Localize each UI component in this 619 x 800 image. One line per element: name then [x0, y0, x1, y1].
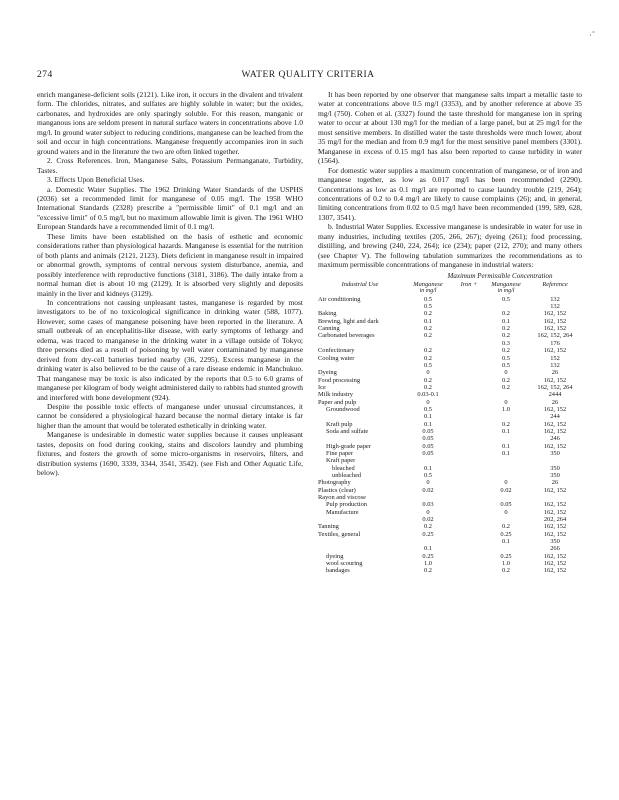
industrial-use-cell: Canning [318, 325, 340, 333]
iron-manganese-cell: 0 [504, 508, 508, 516]
iron-manganese-cell: 0.5 [502, 295, 510, 303]
unit-label [454, 288, 484, 295]
manganese-cell [402, 494, 454, 501]
manganese-cell [402, 340, 454, 347]
iron-cell [454, 457, 484, 464]
unit-label [318, 288, 402, 295]
iron-cell [454, 560, 484, 567]
iron-cell [454, 516, 484, 523]
manganese-cell [402, 457, 454, 464]
paragraph: Despite the possible toxic effects of manganese under unusual circumstances, it cannot be considered a physiological hazard because the normal dietary intake is far higher than the amount that would be tolerated esthetically in drinking water. [37, 401, 303, 430]
column-header: Manganese [413, 281, 443, 289]
reference-cell: 246 [550, 435, 560, 443]
industrial-use-cell: dyeing [326, 552, 344, 560]
iron-manganese-cell: 0.5 [502, 361, 510, 369]
manganese-cell: 0 [426, 479, 430, 487]
iron-cell [454, 318, 484, 325]
iron-cell [454, 377, 484, 384]
table-row [318, 450, 582, 457]
iron-cell [454, 391, 484, 398]
table-row [318, 355, 582, 362]
industrial-use-cell: Air conditioning [318, 295, 361, 303]
iron-manganese-cell [484, 494, 528, 501]
industrial-use-cell: Textiles, general [318, 530, 361, 538]
reference-cell: 162, 152 [543, 376, 567, 384]
manganese-cell: 0.1 [424, 420, 432, 428]
reference-cell: 162, 152 [543, 567, 567, 575]
table-row [318, 325, 582, 332]
reference-cell: 350 [550, 538, 560, 546]
iron-manganese-cell: 0.2 [502, 347, 510, 355]
industrial-use-cell [318, 340, 402, 347]
paragraph: enrich manganese-deficient soils (2121). Like iron, it occurs in the divalent and trivalent form. The chlorides, nitrates, and sulfates are highly soluble in water; but the oxides, carbonates, and hydroxides are only sparingly soluble. For this reason, manganic or manganous ions are seldom present in natural surface waters in concentrations above 1.0 mg/l. In ground water subject to reducing conditions, manganese can be leached from the soil and occur in high concentrations. Manganese frequently accompanies iron in such ground waters and in the literature the two are often linked together. [37, 90, 303, 156]
industrial-use-cell: Photography [318, 479, 351, 487]
manganese-cell: 0.2 [424, 523, 432, 531]
unit-label [528, 288, 582, 295]
table-row [318, 545, 582, 552]
table-row [318, 303, 582, 310]
table-row [318, 369, 582, 376]
industrial-use-cell [318, 516, 402, 523]
reference-cell: 162, 152 [543, 501, 567, 509]
reference-cell: 162, 152 [543, 310, 567, 318]
table-row [318, 457, 582, 464]
reference-cell: 162, 152 [543, 325, 567, 333]
table-row [318, 523, 582, 530]
manganese-cell: 0.2 [424, 325, 432, 333]
right-column [318, 90, 582, 575]
table-row [318, 465, 582, 472]
table-row [318, 479, 582, 486]
reference-cell: 162, 152 [543, 442, 567, 450]
reference-cell: 162, 152 [543, 427, 567, 435]
table-row [318, 472, 582, 479]
manganese-cell: 0.05 [422, 435, 434, 443]
manganese-cell: 0 [426, 369, 430, 377]
table-row [318, 384, 582, 391]
column-header: Iron + [460, 281, 478, 289]
iron-manganese-cell: 0.2 [502, 332, 510, 340]
iron-cell [454, 399, 484, 406]
reference-cell: 350 [550, 464, 560, 472]
manganese-cell: 0.5 [424, 405, 432, 413]
table-row [318, 443, 582, 450]
iron-manganese-cell: 0.1 [502, 442, 510, 450]
iron-cell [454, 501, 484, 508]
table-row [318, 501, 582, 508]
paragraph: These limits have been established on the basis of esthetic and economic considerations rather than physiological hazards. Manganese is essential for the nutrition of both plants and animals (2121, 2123). Diets deficient in manganese result in impaired or abnormal growth, symptoms of central nervous system disturbance, anemia, and possibly interference with reproductive functions (3181, 3186). The daily intake from a normal human diet is about 10 mg (2129). It is absorbed very slightly and deposits mainly in the liver and kidneys (3129). [37, 231, 303, 298]
paragraph: 3. Effects Upon Beneficial Uses. [47, 175, 145, 185]
iron-cell [454, 553, 484, 560]
reference-cell: 132 [550, 361, 560, 369]
reference-cell: 162, 152 [543, 508, 567, 516]
iron-manganese-cell [484, 516, 528, 523]
reference-cell: 26 [551, 369, 559, 377]
manganese-cell: 1.0 [424, 560, 432, 568]
industrial-use-cell: unbleached [332, 472, 362, 479]
manganese-cell: 0.1 [424, 413, 432, 421]
manganese-cell: 0.5 [424, 303, 432, 311]
industrial-use-cell [318, 303, 402, 310]
manganese-cell: 0.1 [424, 464, 432, 472]
table-row [318, 531, 582, 538]
manganese-cell: 0.25 [422, 552, 434, 560]
reference-cell: 162, 152 [543, 552, 567, 560]
reference-cell: 26 [551, 479, 559, 487]
reference-cell: 162, 152 [543, 317, 567, 325]
reference-cell: 162, 152 [543, 486, 567, 494]
paragraph: 2. Cross References. Iron, Manganese Salts, Potassium Permanganate, Turbidity, Tastes. [37, 156, 303, 175]
table-row [318, 296, 582, 303]
iron-cell [454, 325, 484, 332]
industrial-use-cell: wool scouring [326, 560, 363, 568]
table-row [318, 332, 582, 339]
iron-manganese-cell: 0.2 [502, 420, 510, 428]
manganese-cell: 0.2 [424, 567, 432, 575]
table-row [318, 310, 582, 317]
iron-cell [454, 362, 484, 369]
iron-cell [454, 523, 484, 530]
industrial-use-cell: Manufacture [326, 508, 359, 516]
reference-cell: 162, 152 [543, 523, 567, 531]
iron-cell [454, 369, 484, 376]
iron-manganese-cell: 0.2 [502, 383, 510, 391]
manganese-cell: 0.2 [424, 376, 432, 384]
paragraph: For domestic water supplies a maximum concentration of manganese, or of iron and manganese together, as low as 0.017 mg/l has been recommended (2290). Concentrations as low as 0.1 mg/l are reported to cause laundry trouble (219, 264); concentrations of 0.2 to 0.4 mg/l are likely to cause complaints (26); and, in general, limiting concentrations from 0.02 to 0.5 mg/l have been recommended (199, 589, 628, 1307, 3541). [318, 165, 582, 222]
iron-manganese-cell: 0.2 [502, 325, 510, 333]
industrial-use-cell: Plastics (clear) [318, 486, 356, 494]
iron-cell [454, 538, 484, 545]
industrial-use-cell: Paper and pulp [318, 398, 357, 406]
industrial-use-cell: Dyeing [318, 369, 337, 377]
iron-cell [454, 567, 484, 574]
iron-manganese-cell: 0.2 [502, 376, 510, 384]
industrial-use-cell: Brewing, light and dark [318, 317, 379, 325]
manganese-cell: 0.03-0.1 [417, 391, 439, 399]
iron-manganese-cell [484, 545, 528, 552]
left-column [37, 90, 303, 478]
manganese-cell: 0 [426, 508, 430, 516]
running-title: WATER QUALITY CRITERIA [241, 70, 375, 80]
iron-cell [454, 443, 484, 450]
reference-cell: 26 [551, 398, 559, 406]
manganese-cell: 0.05 [422, 442, 434, 450]
reference-cell: 152 [550, 354, 560, 362]
table-row [318, 413, 582, 420]
iron-manganese-cell [484, 472, 528, 479]
table-row [318, 340, 582, 347]
iron-manganese-cell [484, 457, 528, 464]
iron-manganese-cell: 0.5 [502, 354, 510, 362]
iron-cell [454, 531, 484, 538]
manganese-cell: 0.5 [424, 472, 432, 479]
iron-cell [454, 450, 484, 457]
iron-manganese-cell: 0.2 [502, 523, 510, 531]
table-row [318, 421, 582, 428]
reference-cell: 350 [550, 449, 560, 457]
iron-manganese-cell: 0.02 [500, 486, 512, 494]
iron-cell [454, 347, 484, 354]
reference-cell: 162, 152, 264 [537, 332, 573, 340]
table-row [318, 406, 582, 413]
iron-cell [454, 310, 484, 317]
column-header: Industrial Use [341, 281, 379, 289]
reference-cell: 350 [550, 472, 560, 479]
industrial-use-cell: Rayon and viscose [318, 494, 366, 502]
right-column-text [318, 90, 582, 270]
table-row [318, 391, 582, 398]
iron-cell [454, 340, 484, 347]
industrial-use-cell: bandages [326, 567, 350, 575]
iron-cell [454, 435, 484, 442]
table-row [318, 560, 582, 567]
concentration-table [318, 281, 582, 575]
industrial-use-cell [318, 538, 402, 545]
table-row [318, 318, 582, 325]
paragraph: It has been reported by one observer that manganese salts impart a metallic taste to water at concentrations above 0.5 mg/l (3353), and by another reference at above 35 mg/l (750). Cohen et al. (3327) found the taste threshold for manganese ion in spring water to occur at about 130 mg/l for the median of a large panel, but at 25 mg/l for the most sensitive members. In distilled water the taste thresholds were much lower, about 35 mg/l for the median and from 0.9 mg/l for the most sensitive panel members (3301). Manganese in excess of 0.15 mg/l has also been reported to cause turbidity in water (1564). [318, 90, 582, 166]
iron-manganese-cell: 1.0 [502, 405, 510, 413]
table-row [318, 538, 582, 545]
iron-cell [454, 472, 484, 479]
iron-manganese-cell: 1.0 [502, 560, 510, 568]
iron-manganese-cell [484, 391, 528, 398]
iron-manganese-cell: 0 [504, 479, 508, 487]
industrial-use-cell [318, 362, 402, 369]
manganese-cell: 0.1 [424, 317, 432, 325]
paragraph: Manganese is undesirable in domestic water supplies because it causes unpleasant tastes, deposits on food during cooking, stains and discolors laundry and plumbing fixtures, and fosters the growth of some micro-organisms in reservoirs, filters, and distribution systems (1690, 3339, 3344, 3541, 3542). (see Fish and Other Aquatic Life, below). [37, 430, 303, 478]
iron-cell [454, 413, 484, 420]
column-header: Manganese [491, 281, 521, 289]
iron-manganese-cell: 0.25 [500, 552, 512, 560]
iron-cell [454, 355, 484, 362]
table-row [318, 509, 582, 516]
reference-cell: 132 [550, 295, 560, 303]
table-row [318, 553, 582, 560]
iron-manganese-cell: 0.3 [502, 339, 510, 347]
table-row [318, 362, 582, 369]
manganese-cell: 0.02 [422, 486, 434, 494]
iron-manganese-cell: 0.2 [502, 310, 510, 318]
manganese-cell: 0.25 [422, 530, 434, 538]
reference-cell: 162, 152 [543, 405, 567, 413]
iron-cell [454, 494, 484, 501]
reference-cell: 2444 [548, 391, 562, 399]
table-row [318, 567, 582, 574]
table-row [318, 347, 582, 354]
iron-manganese-cell: 0.1 [502, 427, 510, 435]
iron-cell [454, 487, 484, 494]
industrial-use-cell: Fine paper [326, 449, 354, 457]
iron-manganese-cell: 0.1 [502, 317, 510, 325]
iron-manganese-cell: 0 [504, 369, 508, 377]
iron-cell [454, 509, 484, 516]
table-row [318, 428, 582, 435]
iron-cell [454, 384, 484, 391]
paragraph: In concentrations not causing unpleasant tastes, manganese is regarded by most investigators to be of no toxicological significance in drinking water (588, 1077). However, some cases of manganese poisoning have been reported in the literature. A small outbreak of an encephalitis-like disease, with early symptoms of lethargy and edema, was traced to manganese in the drinking water in a village outside of Tokyo; three persons died as a result of poisoning by well water contaminated by manganese derived from dry-cell batteries buried nearby (36, 2295). Excess manganese in the drinking water is also believed to be the cause of a rare disease endemic in Manchukuo. That manganese may be toxic is also indicated by the reports that 0.5 to 6.0 grams of manganese per kilogram of body weight administered daily to rabbits had stunted growth and interfered with bone development (924). [37, 297, 303, 402]
reference-cell [528, 457, 582, 464]
reference-cell: 266 [550, 545, 560, 553]
industrial-use-cell: High-grade paper [326, 442, 371, 450]
industrial-use-cell: Kraft pulp [326, 420, 353, 428]
table-caption: Maximum Permissible Concentration [447, 271, 553, 280]
iron-cell [454, 296, 484, 303]
reference-cell: 244 [550, 413, 560, 421]
iron-cell [454, 421, 484, 428]
industrial-use-cell: bleached [332, 464, 355, 472]
table-row [318, 399, 582, 406]
reference-cell: 162, 152 [543, 530, 567, 538]
industrial-use-cell: Food processing [318, 376, 361, 384]
iron-manganese-cell [484, 435, 528, 442]
table-row [318, 494, 582, 501]
page-number: 274 [37, 70, 53, 80]
industrial-use-cell: Kraft paper [326, 457, 356, 465]
industrial-use-cell: Tanning [318, 523, 339, 531]
iron-cell [454, 332, 484, 339]
manganese-cell: 0.2 [424, 383, 432, 391]
reference-cell: 162, 152, 264 [537, 383, 573, 391]
iron-manganese-cell: 0.25 [500, 530, 512, 538]
reference-cell: 162, 152 [543, 347, 567, 355]
manganese-cell: 0 [426, 398, 430, 406]
iron-manganese-cell [484, 465, 528, 472]
reference-cell: 132 [550, 303, 560, 311]
industrial-use-cell [318, 435, 402, 442]
industrial-use-cell: Groundwood [326, 405, 360, 413]
manganese-cell: 0.02 [422, 516, 434, 524]
manganese-cell: 0.5 [424, 295, 432, 303]
manganese-cell: 0.05 [422, 427, 434, 435]
iron-cell [454, 303, 484, 310]
manganese-cell: 0.1 [424, 545, 432, 553]
manganese-cell: 0.2 [424, 310, 432, 318]
iron-cell [454, 465, 484, 472]
table-units-row [318, 288, 582, 295]
table-row [318, 435, 582, 442]
reference-cell [528, 494, 582, 501]
industrial-use-cell: Confectionary [318, 347, 355, 355]
column-header: Reference [542, 281, 568, 289]
industrial-use-cell: Pulp production [326, 501, 368, 509]
industrial-use-cell [318, 545, 402, 552]
iron-manganese-cell: 0.1 [502, 449, 510, 457]
table-row [318, 487, 582, 494]
unit-label: in mg/l [497, 288, 515, 295]
industrial-use-cell: Soda and sulfate [326, 427, 369, 435]
industrial-use-cell: Carbonated beverages [318, 332, 375, 340]
unit-label: in mg/l [419, 288, 437, 295]
iron-manganese-cell [484, 413, 528, 420]
industrial-use-cell: Cooling water [318, 354, 355, 362]
iron-manganese-cell: 0.05 [500, 501, 512, 509]
iron-cell [454, 428, 484, 435]
iron-manganese-cell: 0 [504, 398, 508, 406]
industrial-use-cell: Milk industry [318, 391, 353, 399]
iron-manganese-cell: 0.1 [502, 538, 510, 546]
paragraph: a. Domestic Water Supplies. The 1962 Drinking Water Standards of the USPHS (2036) set a recommended limit for manganese of 0.05 mg/l. The 1958 WHO International Standards (2328) prescribe a "permissible limit" of 0.1 mg/l and an "excessive limit" of 0.5 mg/l, but no maximum allowable limit is given. The 1961 WHO European Standards have a recommended limit of 0.1 mg/l. [37, 184, 303, 232]
manganese-cell: 0.05 [422, 449, 434, 457]
iron-cell [454, 479, 484, 486]
table-header-row [318, 281, 582, 288]
table-row [318, 377, 582, 384]
reference-cell: 202, 264 [543, 516, 567, 524]
manganese-cell [402, 538, 454, 545]
manganese-cell: 0.2 [424, 354, 432, 362]
industrial-use-cell [318, 413, 402, 420]
manganese-cell: 0.2 [424, 347, 432, 355]
iron-cell [454, 406, 484, 413]
iron-cell [454, 545, 484, 552]
manganese-cell: 0.2 [424, 332, 432, 340]
reference-cell: 162, 152 [543, 560, 567, 568]
industrial-use-cell: Baking [318, 310, 337, 318]
table-body [318, 296, 582, 575]
scan-mark: ·˚ [589, 30, 595, 40]
manganese-cell: 0.5 [424, 361, 432, 369]
reference-cell: 176 [550, 339, 560, 347]
reference-cell: 162, 152 [543, 420, 567, 428]
iron-manganese-cell [484, 303, 528, 310]
page-header [37, 70, 579, 84]
iron-manganese-cell: 0.2 [502, 567, 510, 575]
paragraph: b. Industrial Water Supplies. Excessive manganese is undesirable in water for use in many industries, including textiles (205, 266, 267); dyeing (261); food processing, distilling, and brewing (240, 224, 264); ice (234); paper (212, 270); and many others (see Chapter V). The following tabulation summarizes the recommendations as to maximum permissible concentrations of manganese in industrial waters: [318, 222, 582, 270]
industrial-use-cell: Ice [318, 383, 326, 391]
manganese-cell: 0.03 [422, 501, 434, 509]
table-row [318, 516, 582, 523]
